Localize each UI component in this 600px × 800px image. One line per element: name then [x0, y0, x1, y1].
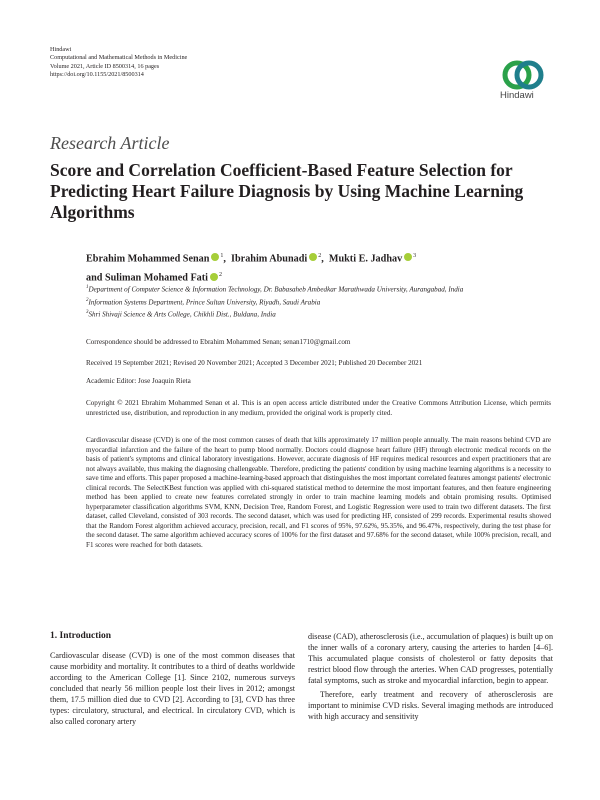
- logo-text: Hindawi: [500, 90, 534, 101]
- section-heading: 1. Introduction: [50, 631, 112, 641]
- author-name[interactable]: Mukti E. Jadhav: [328, 253, 403, 265]
- orcid-icon[interactable]: [309, 253, 317, 261]
- journal-name: Computational and Mathematical Methods in Medicine: [50, 54, 188, 62]
- body-column-left: [50, 650, 295, 730]
- copyright-notice: Copyright © 2021 Ebrahim Mohammed Senan et al. This is an open access article distributed under the Creative Commons Attribution License, which permits unrestricted use, distribution, and reproduction in any medium, provided the original work is properly cited.: [86, 399, 551, 417]
- correspondence: Correspondence should be addressed to Ebrahim Mohammed Senan; senan1710@gmail.com: [86, 338, 351, 346]
- article-type: Research Article: [50, 133, 170, 153]
- orcid-icon[interactable]: [404, 253, 412, 261]
- paper-title: Score and Correlation Coefficient-Based Feature Selection for Predicting Heart Failure Diagnosis by Using Machine Learning Algorithms: [50, 160, 524, 222]
- author-list: Ebrahim Mohammed Senan $^1$, Ibrahim Abunadi $^2$, Mukti E. Jadhav $^3$ and Suliman Mohamed Fati $^2$: [86, 253, 417, 284]
- journal-info: [50, 46, 187, 80]
- affiliation: $^3$Shri Shivaji Science & Arts College, Chikhli Dist., Buldana, India: [86, 310, 276, 319]
- affiliation: $^1$Department of Computer Science & Information Technology, Dr. Babasaheb Ambedkar Marathwada University, Aurangabad, India: [86, 285, 464, 294]
- abstract: Cardiovascular disease (CVD) is one of the most common causes of death that kills approximately 17 million people annually. The main reasons behind CVD are myocardial infarction and the failure of the heart to pump blood normally. Doctors could diagnose heart failure (HF) through electronic medical records on the basis of patient's symptoms and clinical laboratory investigations. However, accurate diagnosis of HF requires medical resources and expert practitioners that are not always available, thus making the diagnosing challengeable. Therefore, predicting the patients' condition by using machine learning algorithms is a necessity to save time and efforts. This paper proposed a machine-learning-based approach that distinguishes the most important correlated features amongst patients' electronic clinical records. The SelectKBest function was applied with chi-squared statistical method to determine the most important features, and then feature engineering method has been applied to create new features correlated strongly in order to train machine learning models and obtain promising results. Optimised hyperparameter classification algorithms SVM, KNN, Decision Tree, Random Forest, and Logistic Regression were used to train two different datasets. The first dataset, called Cleveland, consisted of 303 records. The second dataset, which was used for predicting HF, consisted of 299 records. Experimental results showed that the Random Forest algorithm achieved accuracy, precision, recall, and F1 scores of 95%, 97.62%, 95.35%, and 96.47%, respectively, during the test phase for the second dataset. The same algorithm achieved accuracy scores of 100% for the first dataset and 97.68% for the second dataset, while 100% precision, recall, and F1 scores were reached for both datasets.: [86, 436, 551, 549]
- orcid-icon[interactable]: [211, 253, 219, 261]
- author-name[interactable]: Ibrahim Abunadi: [231, 253, 308, 265]
- affiliation: $^2$Information Systems Department, Prince Sultan University, Riyadh, Saudi Arabia: [86, 297, 321, 307]
- orcid-icon[interactable]: [210, 273, 218, 281]
- doi-link[interactable]: https://doi.org/10.1155/2021/8500314: [50, 71, 144, 79]
- publication-dates: Received 19 September 2021; Revised 20 November 2021; Accepted 3 December 2021; Published 20 December 2021: [86, 359, 423, 367]
- body-column-right: [308, 631, 553, 725]
- author-affil-sup: 1: [220, 253, 224, 259]
- author-affil-sup: 3: [413, 253, 417, 259]
- academic-editor: Academic Editor: Jose Joaquin Rieta: [86, 377, 191, 385]
- author-affil-sup: 2: [318, 253, 322, 259]
- paragraph: disease (CAD), atherosclerosis (i.e., accumulation of plaques) is built up on the inner walls of a coronary artery, causing the arteries to harden [4–6]. This accumulated plaque consists of cholesterol or fatty deposits that restrict blood flow through the arteries. When CAD progresses, potentially fatal symptoms, such as stroke and myocardial infarction, begin to appear.: [308, 632, 553, 685]
- author-affil-sup: 2: [219, 272, 222, 279]
- author-name[interactable]: Ebrahim Mohammed Senan: [86, 253, 210, 265]
- affiliations: [86, 283, 526, 321]
- paragraph: Cardiovascular disease (CVD) is one of the most common diseases that cause morbidity and mortality. It contributes to a third of deaths worldwide according to the American College [1]. Since 2102, numerous surveys concluded that nearly 56 million people lost their lives in 2012; amongst them, 17.5 million died due to CVD [2]. According to [3], CVD has three types: circulatory, structural, and electrical. In circulatory CVD, which is also called coronary artery: [50, 651, 295, 726]
- volume-line: Volume 2021, Article ID 8500314, 16 pages: [50, 62, 160, 70]
- publisher-name: Hindawi: [50, 46, 72, 53]
- author-name[interactable]: and Suliman Mohamed Fati: [86, 272, 208, 284]
- paragraph: Therefore, early treatment and recovery of atherosclerosis are important to minimise CVD risks. Several imaging methods are introduced with high accuracy and sensitivity: [308, 690, 553, 721]
